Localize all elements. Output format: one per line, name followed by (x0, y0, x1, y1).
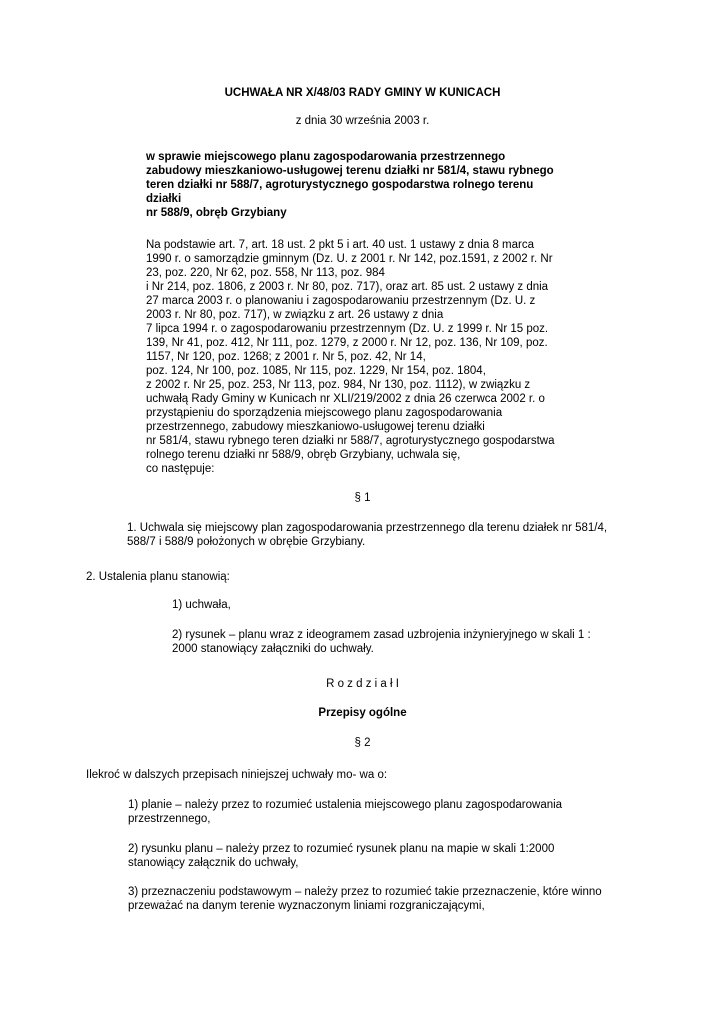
text-line: 2000 stanowiący załączniki do uchwały. (172, 643, 374, 655)
text-line: 1990 r. o samorządzie gminnym (Dz. U. z 2001 r. Nr 142, poz.1591, z 2002 r. Nr (146, 253, 553, 265)
text-line: 27 marca 2003 r. o planowaniu i zagospodarowaniu przestrzennym (Dz. U. z (146, 295, 536, 307)
section-1-paragraph-2: 2. Ustalenia planu stanowią: (86, 571, 230, 583)
text-line: 23, poz. 220, Nr 62, poz. 558, Nr 113, poz. 984 (146, 267, 385, 279)
section-1-item-1: 1) uchwała, (172, 599, 231, 611)
text-line: uchwałą Rady Gminy w Kunicach nr XLI/219/2002 z dnia 26 czerwca 2002 r. o (146, 393, 545, 405)
text-line: 2) rysunku planu – należy przez to rozumieć rysunek planu na mapie w skali 1:2000 (128, 843, 555, 855)
text-line: i Nr 214, poz. 1806, z 2003 r. Nr 80, poz. 717), oraz art. 85 ust. 2 ustawy z dnia (146, 281, 549, 293)
text-line: 588/7 i 588/9 położonych w obrębie Grzybiany. (127, 536, 366, 548)
text-line: w sprawie miejscowego planu zagospodarowania przestrzennego (146, 151, 506, 163)
section-2-mark: § 2 (354, 737, 371, 749)
text-line: 2003 r. Nr 80, poz. 717), w związku z art. 26 ustawy z dnia (146, 309, 444, 321)
text-line: Na podstawie art. 7, art. 18 ust. 2 pkt 5 i art. 40 ust. 1 ustawy z dnia 8 marca (146, 239, 534, 251)
text-line: przystąpieniu do sporządzenia miejscowego planu zagospodarowania (146, 407, 503, 419)
text-line: 1157, Nr 120, poz. 1268; z 2001 r. Nr 5, poz. 42, Nr 14, (146, 351, 426, 363)
section-2-intro: Ilekroć w dalszych przepisach niniejszej uchwały mo- wa o: (86, 769, 388, 781)
section-1-item-2 (172, 628, 591, 656)
chapter-subheading: Przepisy ogólne (318, 707, 407, 719)
text-line: przestrzennego, zabudowy mieszkaniowo-usługowej terenu działki (146, 421, 485, 433)
document-title: UCHWAŁA NR X/48/03 RADY GMINY W KUNICACH (224, 87, 501, 99)
text-line: 2) rysunek – planu wraz z ideogramem zasad uzbrojenia inżynieryjnego w skali 1 : (172, 629, 591, 641)
text-line: przestrzennego, (128, 813, 211, 825)
legal-basis-paragraph (146, 238, 555, 476)
document-date: z dnia 30 września 2003 r. (295, 115, 430, 127)
chapter-heading: R o z d z i a ł I (326, 678, 399, 690)
text-line: 3) przeznaczeniu podstawowym – należy przez to rozumieć takie przeznaczenie, które winno (128, 886, 602, 898)
text-line: co następuje: (146, 463, 215, 475)
section-1-paragraph-1 (127, 521, 607, 549)
text-line: poz. 124, Nr 100, poz. 1085, Nr 115, poz. 1229, Nr 154, poz. 1804, (146, 365, 486, 377)
subject-paragraph (146, 150, 554, 220)
section-2-item-2 (128, 842, 554, 870)
text-line: działki (146, 193, 182, 205)
text-line: 1. Uchwala się miejscowy plan zagospodarowania przestrzennego dla terenu działek nr 581/4, (127, 522, 608, 534)
text-line: z 2002 r. Nr 25, poz. 253, Nr 113, poz. 984, Nr 130, poz. 1112), w związku z (146, 379, 531, 391)
text-line: 1) planie – należy przez to rozumieć ustalenia miejscowego planu zagospodarowania (128, 799, 563, 811)
text-line: nr 581/4, stawu rybnego teren działki nr 588/7, agroturystycznego gospodarstwa (146, 435, 555, 447)
text-line: 7 lipca 1994 r. o zagospodarowaniu przestrzennym (Dz. U. z 1999 r. Nr 15 poz. (146, 323, 549, 335)
text-line: rolnego terenu działki nr 588/9, obręb Grzybiany, uchwala się, (146, 449, 461, 461)
section-2-item-3 (128, 885, 602, 913)
text-line: nr 588/9, obręb Grzybiany (146, 207, 287, 219)
section-1-mark: § 1 (354, 492, 371, 504)
text-line: teren działki nr 588/7, agroturystycznego gospodarstwa rolnego terenu (146, 179, 534, 191)
text-line: przeważać na danym terenie wyznaczonym liniami rozgraniczającymi, (128, 900, 485, 912)
text-line: zabudowy mieszkaniowo-usługowej terenu działki nr 581/4, stawu rybnego (146, 165, 554, 177)
text-line: 139, Nr 41, poz. 412, Nr 111, poz. 1279, z 2000 r. Nr 12, poz. 136, Nr 109, poz. (146, 337, 548, 349)
text-line: stanowiący załącznik do uchwały, (128, 857, 299, 869)
section-2-item-1 (128, 798, 562, 826)
